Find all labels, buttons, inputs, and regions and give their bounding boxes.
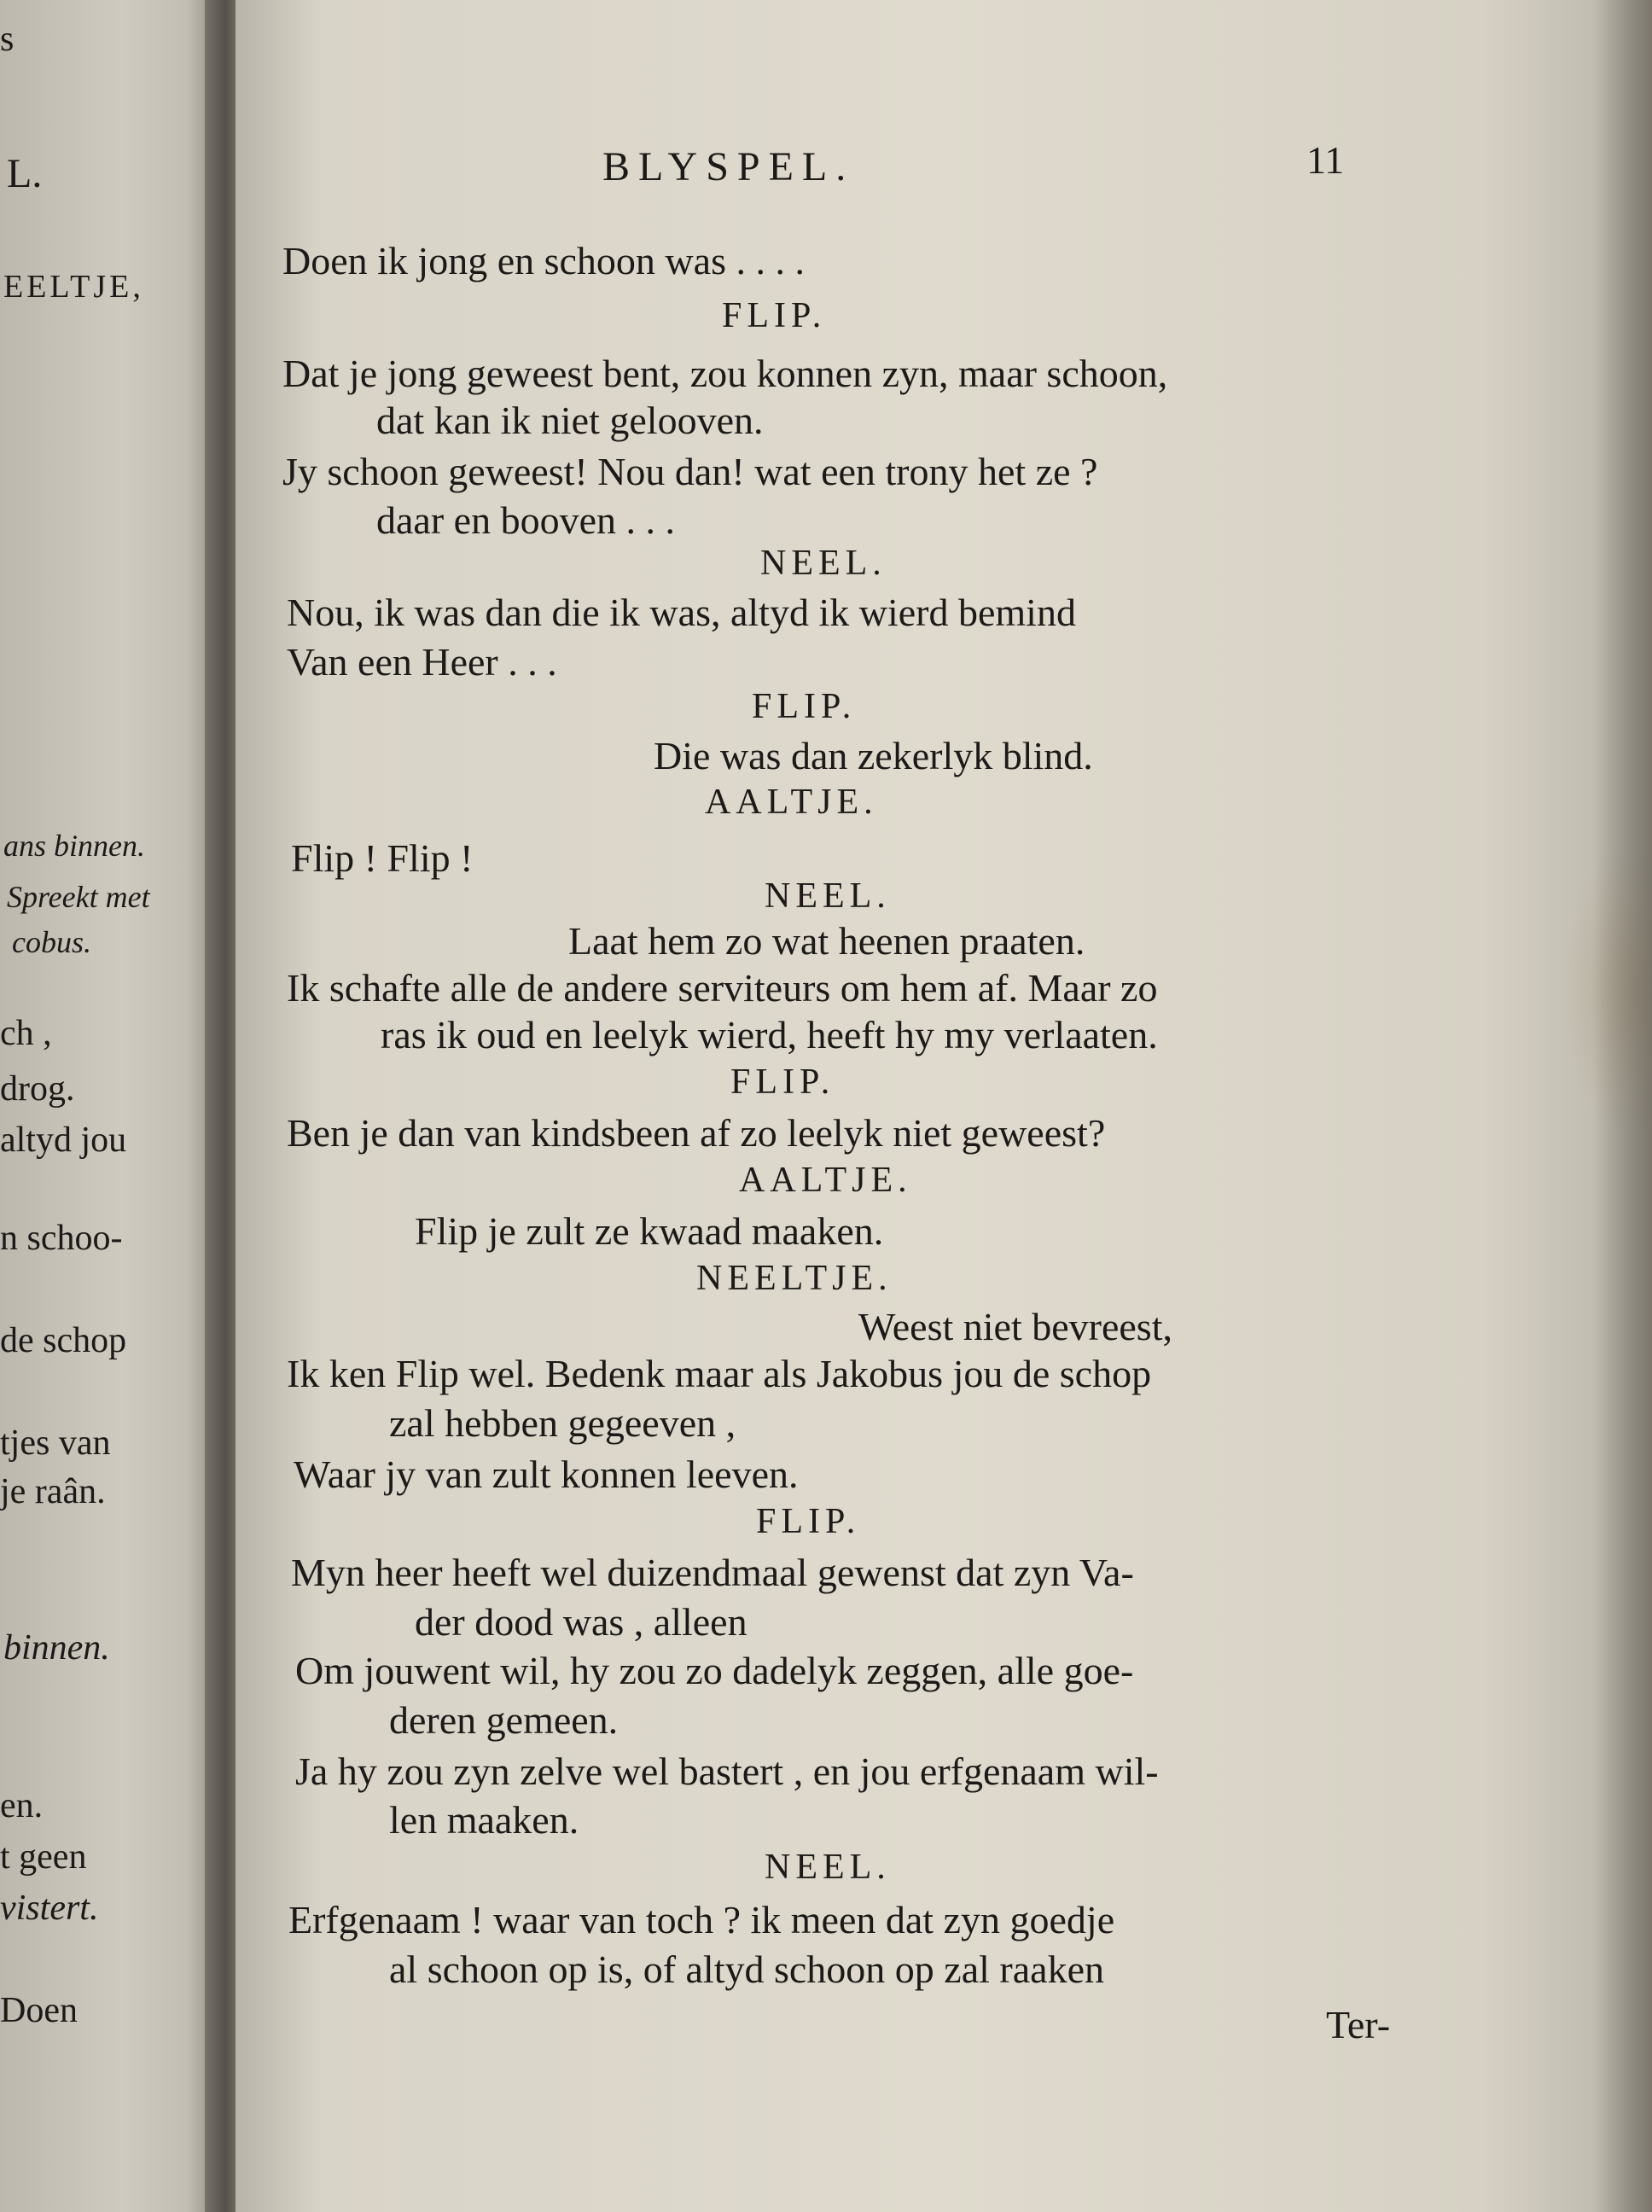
speaker-name: AALTJE. <box>739 1161 912 1200</box>
left-fragment: EELTJE, <box>3 269 144 305</box>
text-line: dat kan ik niet gelooven. <box>376 399 764 442</box>
left-fragment: tjes van <box>0 1423 111 1463</box>
speaker-name: NEEL. <box>760 544 887 583</box>
left-fragment: altyd jou <box>0 1121 127 1160</box>
left-fragment: je raân. <box>0 1472 106 1511</box>
left-fragment: t geen <box>0 1837 87 1877</box>
left-fragment: cobus. <box>12 925 91 959</box>
text-line: Weest niet bevreest, <box>858 1305 1172 1348</box>
left-fragment: en. <box>0 1786 44 1825</box>
left-fragment: drog. <box>0 1069 75 1109</box>
left-fragment: L. <box>7 151 43 196</box>
running-title: BLYSPEL. <box>602 144 855 189</box>
text-line: al schoon op is, of altyd schoon op zal raaken <box>389 1947 1104 1991</box>
left-fragment: ans binnen. <box>3 829 145 863</box>
text-line: Flip je zult ze kwaad maaken. <box>415 1209 884 1253</box>
text-line: Ik ken Flip wel. Bedenk maar als Jakobus jou de schop <box>287 1352 1152 1395</box>
text-line: len maaken. <box>389 1798 579 1842</box>
text-line: Nou, ik was dan die ik was, altyd ik wierd bemind <box>287 591 1076 634</box>
speaker-name: FLIP. <box>730 1062 835 1102</box>
speaker-name: FLIP. <box>752 687 857 726</box>
text-line: Jy schoon geweest! Nou dan! wat een trony het ze ? <box>282 450 1098 493</box>
speaker-name: NEEL. <box>765 1848 891 1887</box>
text-line: Dat je jong geweest bent, zou konnen zyn, maar schoon, <box>282 352 1168 395</box>
text-line: Doen ik jong en schoon was . . . . <box>282 239 805 282</box>
text-line: zal hebben gegeeven , <box>389 1401 736 1445</box>
text-line: Myn heer heeft wel duizendmaal gewenst dat zyn Va- <box>291 1551 1134 1594</box>
text-line: Erfgenaam ! waar van toch ? ik meen dat zyn goedje <box>288 1898 1115 1941</box>
left-fragment: n schoo- <box>0 1219 123 1258</box>
text-line: der dood was , alleen <box>415 1600 747 1644</box>
speaker-name: NEELTJE. <box>696 1259 893 1298</box>
catchword: Ter- <box>1326 2003 1391 2046</box>
left-fragment: vistert. <box>0 1889 99 1928</box>
left-fragment: s <box>0 20 15 59</box>
text-line: Flip ! Flip ! <box>291 836 474 880</box>
left-fragment: binnen. <box>3 1628 110 1668</box>
text-line: Ben je dan van kindsbeen af zo leelyk niet geweest? <box>287 1111 1106 1155</box>
text-line: Van een Heer . . . <box>287 640 557 684</box>
left-fragment: de schop <box>0 1321 127 1360</box>
text-line: Om jouwent wil, hy zou zo dadelyk zeggen, alle goe- <box>295 1649 1134 1692</box>
text-line: daar en booven . . . <box>376 498 675 542</box>
text-line: Ik schafte alle de andere serviteurs om hem af. Maar zo <box>287 966 1158 1010</box>
text-line: deren gemeen. <box>389 1698 619 1742</box>
page-number: 11 <box>1306 138 1345 182</box>
text-line: Laat hem zo wat heenen praaten. <box>568 919 1085 963</box>
speaker-name: FLIP. <box>722 296 827 335</box>
left-fragment: Doen <box>0 1991 78 2030</box>
speaker-name: FLIP. <box>756 1502 861 1541</box>
left-fragment: ch , <box>0 1014 52 1053</box>
text-line: Waar jy van zult konnen leeven. <box>294 1452 799 1496</box>
text-line: Ja hy zou zyn zelve wel bastert , en jou erfgenaam wil- <box>295 1749 1159 1793</box>
text-line: Die was dan zekerlyk blind. <box>654 734 1093 777</box>
speaker-name: NEEL. <box>765 876 891 916</box>
left-fragment: Spreekt met <box>7 880 150 914</box>
page-edge-shadow <box>1592 0 1652 2212</box>
text-line: ras ik oud en leelyk wierd, heeft hy my verlaaten. <box>381 1013 1158 1057</box>
left-page <box>0 0 220 2212</box>
speaker-name: AALTJE. <box>705 783 878 822</box>
right-page <box>236 0 1652 2212</box>
